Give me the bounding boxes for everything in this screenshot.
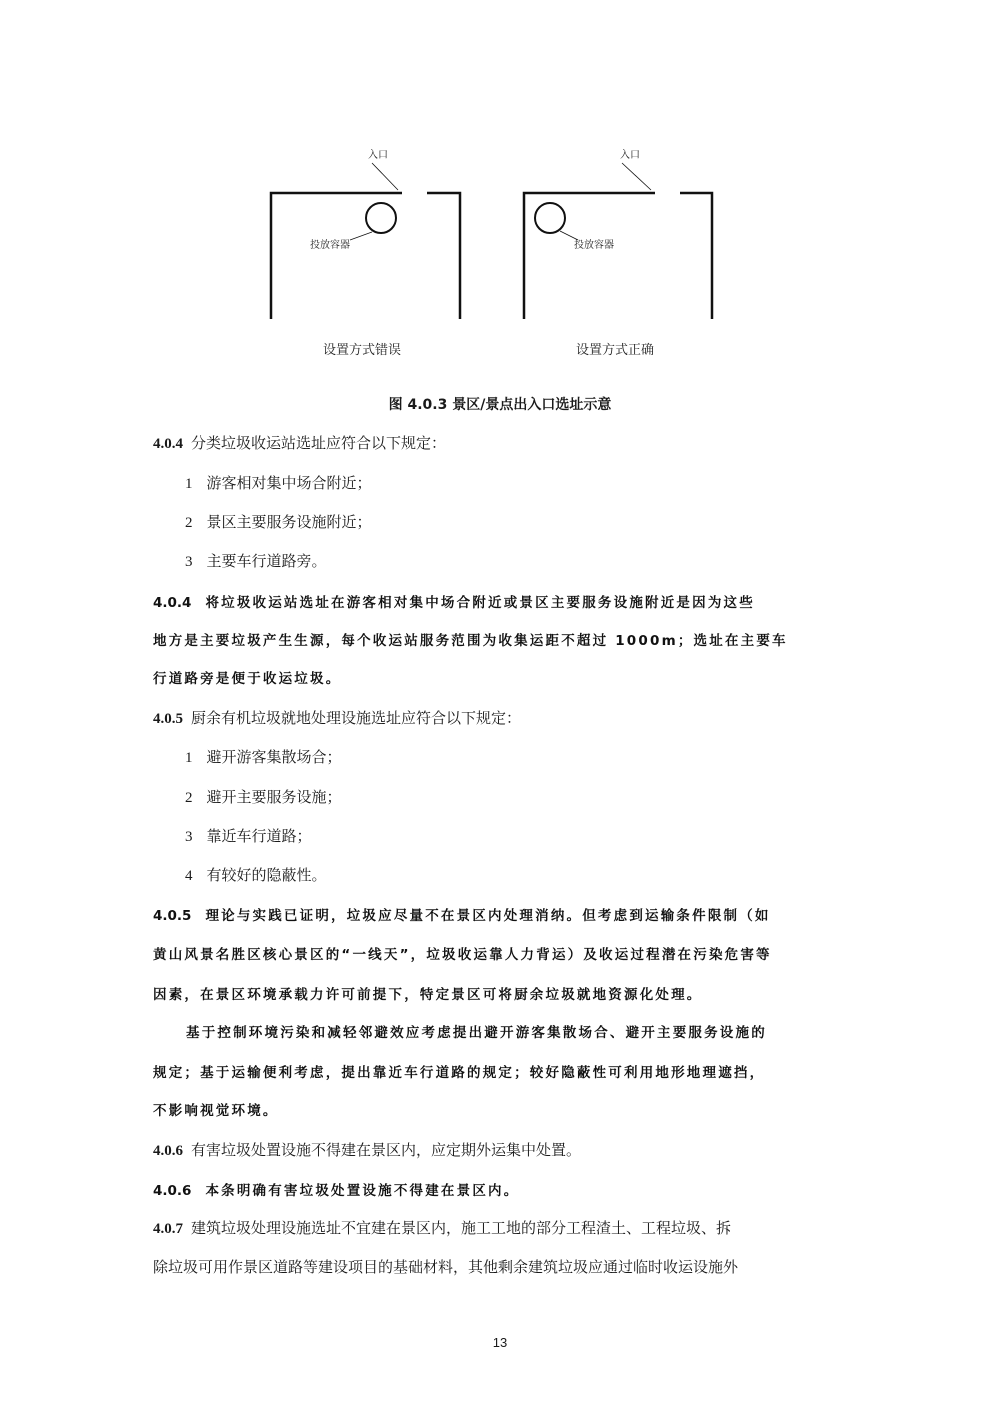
- entrance-label: 入口: [368, 150, 388, 161]
- container-label: 投放容器: [574, 240, 614, 251]
- entrance-label: 入口: [620, 150, 640, 161]
- sub-caption-wrong: 设置方式错误: [323, 343, 402, 358]
- explanation-line: 基于控制环境污染和减轻邻避效应考虑提出避开游客集散场合、避开主要服务设施的: [186, 1025, 767, 1041]
- list-item: 4 有较好的隐蔽性。: [185, 866, 327, 884]
- clause-text: 建筑垃圾处理设施选址不宜建在景区内，施工工地的部分工程渣土、工程垃圾、拆: [191, 1219, 732, 1237]
- explanation-line: 规定；基于运输便利考虑，提出靠近车行道路的规定；较好隐蔽性可利用地形地理遮挡，: [153, 1065, 766, 1081]
- explanation-4-0-5: 4.0.5 理论与实践已证明，垃圾应尽量不在景区内处理消纳。但考虑到运输条件限制（如: [153, 908, 771, 924]
- clause-text: 有害垃圾处置设施不得建在景区内，应定期外运集中处置。: [191, 1141, 582, 1159]
- container-circle: [535, 203, 565, 233]
- clause-4-0-5: [153, 707, 521, 728]
- explanation-number: 4.0.5: [153, 908, 192, 924]
- explanation-line: 不影响视觉环境。: [153, 1103, 279, 1119]
- clause-text: 分类垃圾收运站选址应符合以下规定：: [191, 434, 447, 452]
- figure-caption: 图 4.0.3 景区/景点出入口选址示意: [388, 397, 612, 413]
- figure-entrance-siting: [0, 0, 1000, 380]
- leader-entrance: [372, 163, 398, 190]
- diagram-wrong: [271, 163, 460, 319]
- explanation-number: 4.0.4: [153, 595, 192, 611]
- wall-right-west: [524, 193, 655, 319]
- list-item: 1 游客相对集中场合附近；: [185, 474, 372, 492]
- clause-number: 4.0.4: [153, 436, 183, 452]
- list-item: 2 避开主要服务设施；: [185, 788, 342, 806]
- explanation-line: 黄山风景名胜区核心景区的“一线天”，垃圾收运靠人力背运）及收运过程潜在污染危害等: [153, 947, 772, 963]
- list-item: 3 靠近车行道路；: [185, 827, 312, 845]
- clause-4-0-4: [153, 432, 446, 453]
- list-item: 2 景区主要服务设施附近；: [185, 513, 372, 531]
- container-label: 投放容器: [310, 240, 350, 251]
- sub-caption-correct: 设置方式正确: [576, 343, 655, 358]
- clause-4-0-7: [153, 1217, 731, 1238]
- explanation-number: 4.0.6: [153, 1183, 192, 1199]
- clause-4-0-6: [153, 1139, 581, 1160]
- container-circle: [366, 203, 396, 233]
- leader-container: [350, 232, 372, 240]
- explanation-4-0-4: 4.0.4 将垃圾收运站选址在游客相对集中场合附近或景区主要服务设施附近是因为这些: [153, 595, 755, 611]
- wall-left-east: [427, 193, 460, 319]
- clause-text: 厨余有机垃圾就地处理设施选址应符合以下规定：: [191, 709, 522, 727]
- clause-number: 4.0.7: [153, 1221, 183, 1237]
- list-item: 3 主要车行道路旁。: [185, 552, 327, 570]
- leader-entrance: [622, 163, 651, 190]
- clause-number: 4.0.5: [153, 711, 183, 727]
- explanation-4-0-6: 4.0.6 本条明确有害垃圾处置设施不得建在景区内。: [153, 1183, 520, 1199]
- figure-diagram: [0, 0, 1000, 380]
- explanation-line: 因素，在景区环境承载力许可前提下，特定景区可将厨余垃圾就地资源化处理。: [153, 987, 703, 1003]
- page-number: 13: [492, 1335, 508, 1350]
- list-item: 1 避开游客集散场合；: [185, 748, 342, 766]
- diagram-correct: [524, 163, 712, 319]
- explanation-line: 行道路旁是便于收运垃圾。: [153, 671, 342, 687]
- explanation-line: 地方是主要垃圾产生生源，每个收运站服务范围为收集运距不超过 1000m；选址在主要车: [153, 633, 788, 649]
- wall-left-west: [271, 193, 402, 319]
- clause-number: 4.0.6: [153, 1143, 183, 1159]
- wall-right-east: [680, 193, 712, 319]
- clause-line: 除垃圾可用作景区道路等建设项目的基础材料，其他剩余建筑垃圾应通过临时收运设施外: [153, 1258, 739, 1276]
